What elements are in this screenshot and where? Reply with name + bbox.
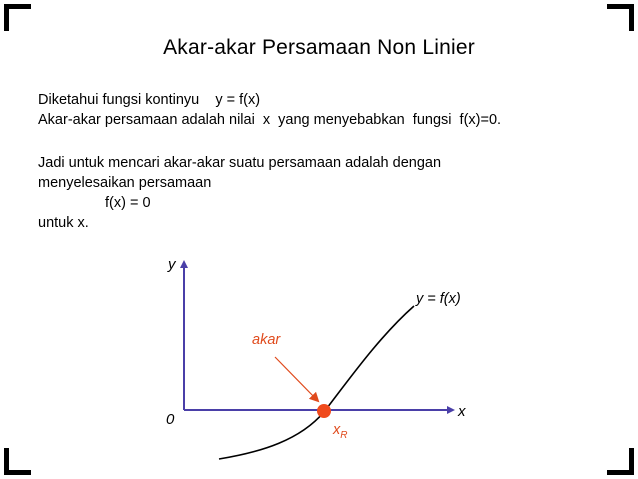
method-line-1: Jadi untuk mencari akar-akar suatu persamaan adalah dengan — [38, 155, 442, 171]
definition-line-1: Diketahui fungsi kontinyu y = f(x) — [38, 92, 261, 108]
function-curve — [219, 306, 414, 459]
root-label-main: x — [333, 422, 341, 438]
root-marker — [317, 404, 331, 418]
slide-title: Akar-akar Persamaan Non Linier — [163, 36, 475, 59]
definition-line-2: Akar-akar persamaan adalah nilai x yang menyebabkan fungsi f(x)=0. — [38, 112, 502, 128]
root-label — [332, 422, 347, 441]
x-axis-label: x — [458, 403, 466, 420]
equation: f(x) = 0 — [105, 195, 151, 211]
root-label-subscript: R — [340, 430, 348, 441]
root-annotation-arrow — [275, 357, 318, 401]
root-annotation-label: akar — [252, 332, 281, 348]
method-line-3: untuk x. — [38, 215, 89, 231]
curve-label: y = f(x) — [416, 291, 461, 307]
method-line-2: menyelesaikan persamaan — [38, 175, 212, 191]
y-axis-label: y — [168, 256, 176, 273]
origin-label: 0 — [166, 411, 175, 428]
